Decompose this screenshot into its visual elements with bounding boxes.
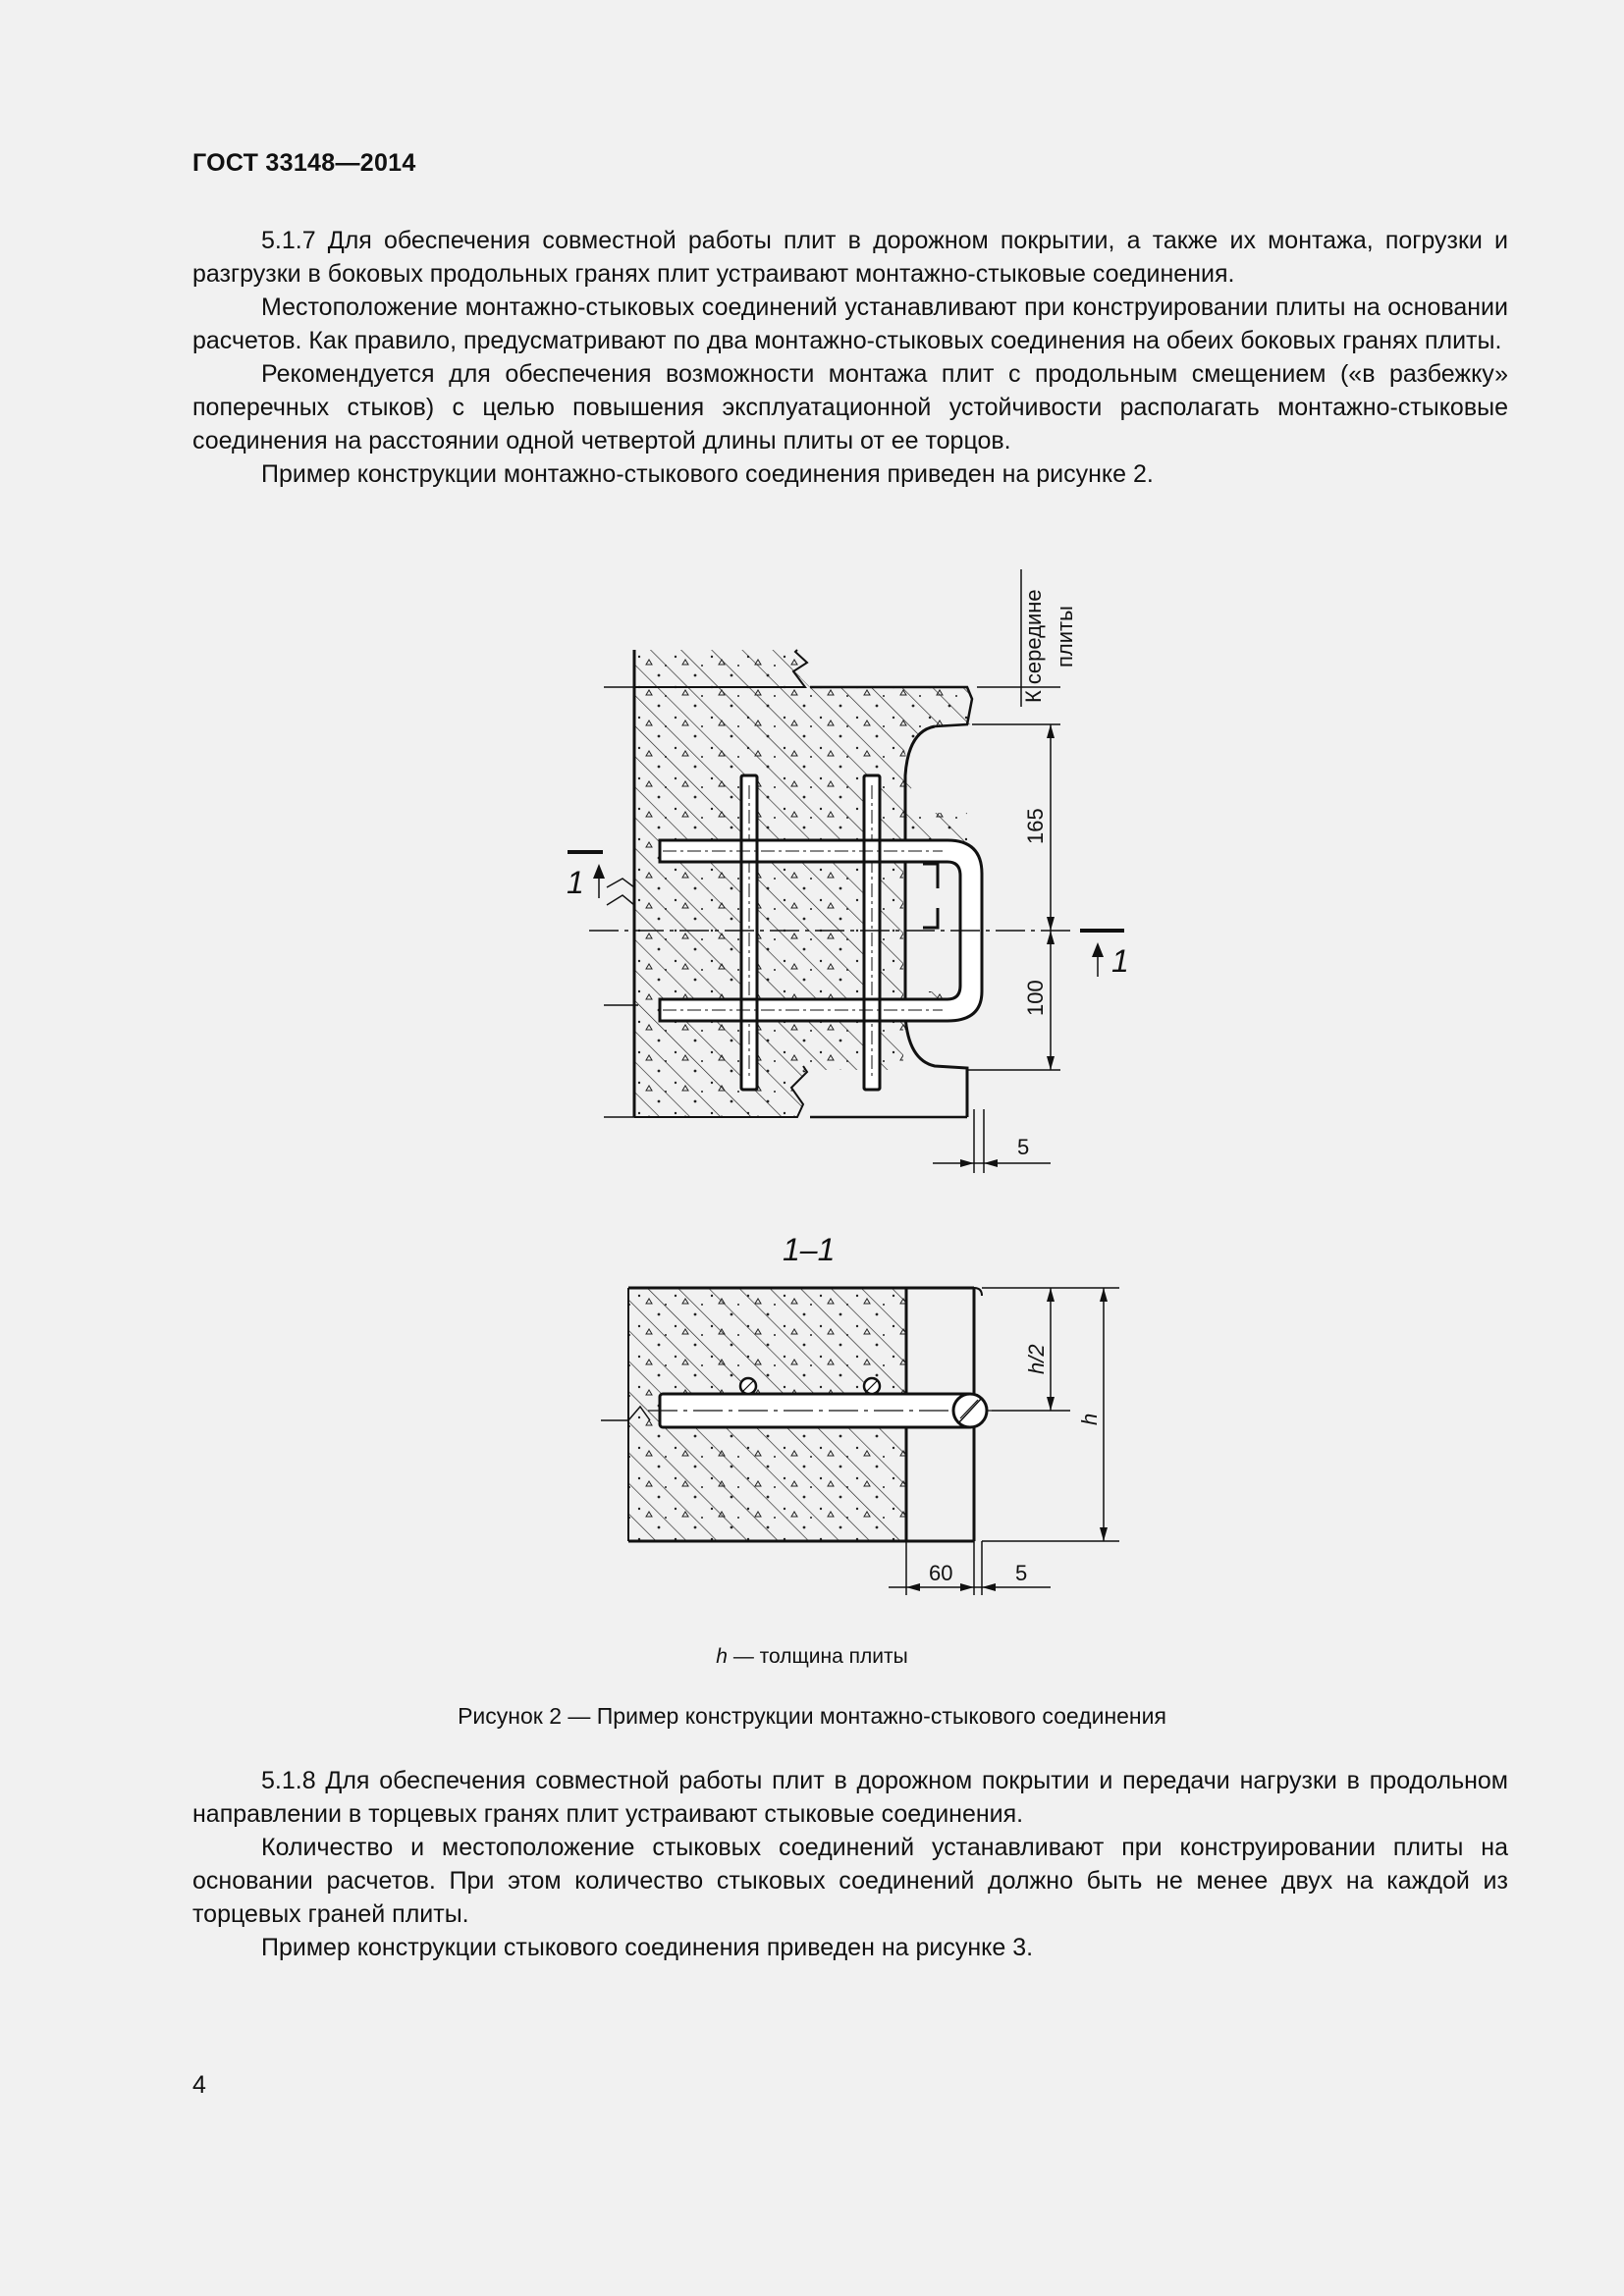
dimension-165: 165 xyxy=(1023,808,1048,844)
page-number: 4 xyxy=(192,2071,206,2099)
paragraph: Количество и местоположение стыковых соединений устанавливают при конструировании плиты на основании расчетов. При этом количество стыковых соединений должно быть не менее двух на каждой из торцевых граней плиты. xyxy=(192,1834,1508,1928)
figure-legend xyxy=(0,1645,1624,1669)
dimension-5-bottom: 5 xyxy=(1015,1561,1028,1585)
document-code-header: ГОСТ 33148—2014 xyxy=(192,149,416,177)
figure-caption: Рисунок 2 — Пример конструкции монтажно-стыкового соединения xyxy=(458,1703,1166,1729)
loop-clip xyxy=(923,864,938,928)
label-to-slab-middle-2: плиты xyxy=(1053,606,1077,667)
dimension-h: h xyxy=(1077,1413,1102,1425)
dimension-100: 100 xyxy=(1023,980,1048,1016)
plan-view xyxy=(567,569,1129,1173)
section-mark-right-label: 1 xyxy=(1111,943,1129,979)
label-to-slab-middle-1: К середине xyxy=(1021,589,1046,703)
legend-text: — толщина плиты xyxy=(727,1645,908,1668)
paragraph: Рекомендуется для обеспечения возможности монтажа плит с продольным смещением («в разбежку» поперечных стыков) с целью повышения эксплуатационной устойчивости располагать монтажно-стыковые соединения на расстоянии одной четвертой длины плиты от ее торцов. xyxy=(192,360,1508,454)
section-5-1-8 xyxy=(192,1764,1508,1964)
section-title: 1–1 xyxy=(783,1232,836,1267)
section-view xyxy=(601,1232,1119,1595)
section-mark-left-label: 1 xyxy=(567,865,584,900)
paragraph: 5.1.7 Для обеспечения совместной работы плит в дорожном покрытии, а также их монтажа, погрузки и разгрузки в боковых продольных гранях плит устраивают монтажно-стыковые соединения. xyxy=(192,227,1508,288)
paragraph: Местоположение монтажно-стыковых соединений устанавливают при конструировании плиты на основании расчетов. Как правило, предусматривают по два монтажно-стыковых соединения на обеих боковых гранях плиты. xyxy=(192,294,1508,354)
paragraph: Пример конструкции монтажно-стыкового соединения приведен на рисунке 2. xyxy=(261,460,1154,488)
dimension-5-top: 5 xyxy=(1017,1135,1030,1159)
dimension-h-half: h/2 xyxy=(1024,1344,1049,1374)
dimension-60: 60 xyxy=(929,1561,953,1585)
paragraph: 5.1.8 Для обеспечения совместной работы плит в дорожном покрытии и передачи нагрузки в продольном направлении в торцевых гранях плит устраивают стыковые соединения. xyxy=(192,1767,1508,1828)
paragraph: Пример конструкции стыкового соединения приведен на рисунке 3. xyxy=(261,1934,1034,1961)
legend-symbol: h xyxy=(716,1645,728,1668)
